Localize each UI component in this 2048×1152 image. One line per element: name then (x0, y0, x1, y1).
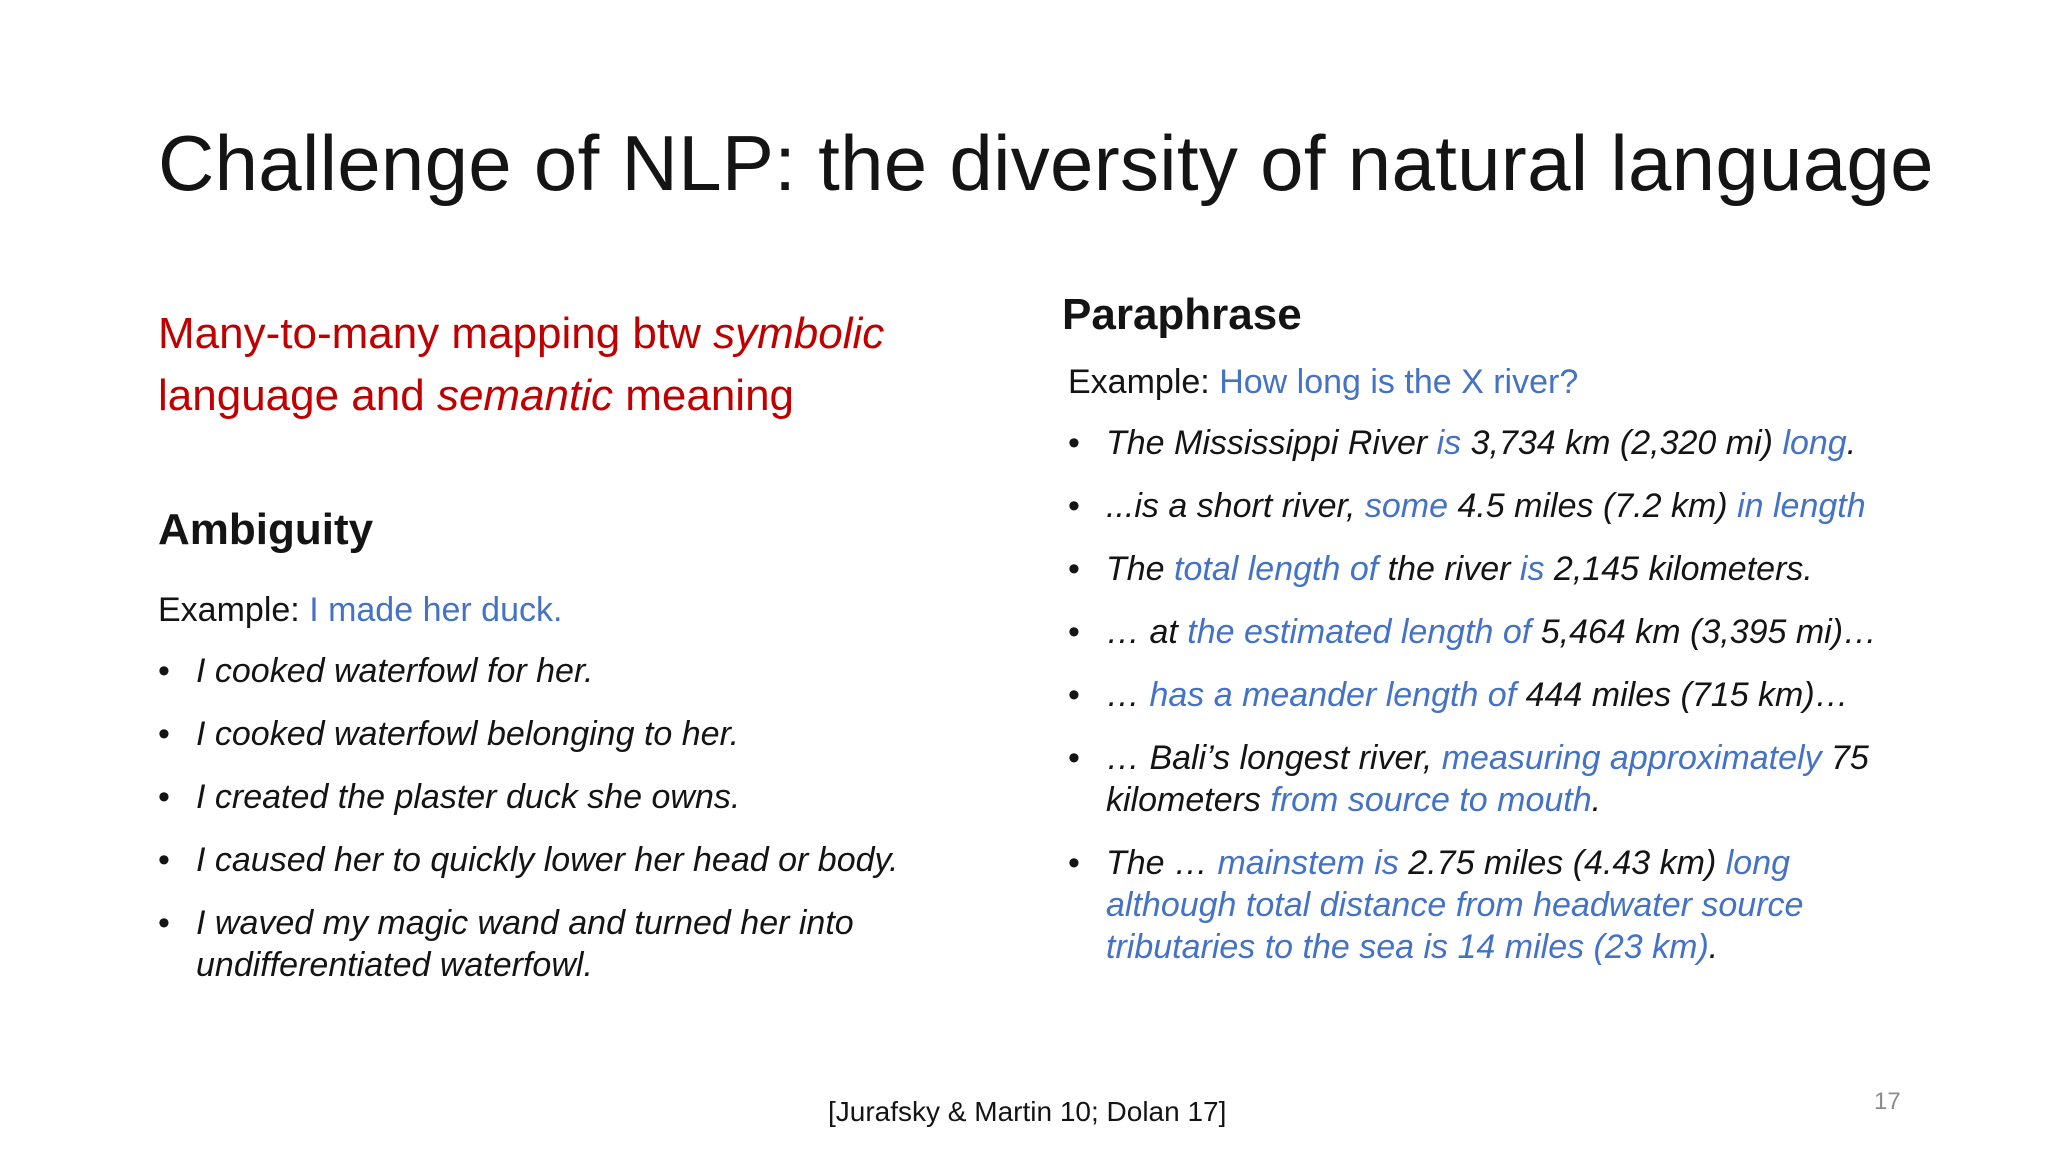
intro-em-symbolic: symbolic (713, 309, 885, 358)
bullet-highlight: measuring approximately (1441, 739, 1822, 777)
example-label: Example: (1068, 363, 1220, 401)
bullet-glyph: • (158, 715, 170, 753)
bullet-text: 2.75 miles (4.43 km) (1398, 844, 1726, 882)
bullet-highlight: total length of (1174, 550, 1379, 588)
example-label: Example: (158, 591, 310, 629)
bullet-text: The … (1106, 844, 1218, 882)
bullet-glyph: • (1068, 613, 1080, 651)
bullet-text-continued: undifferentiated waterfowl. (196, 946, 593, 984)
bullet-highlight: in length (1737, 487, 1866, 525)
page-number: 17 (1874, 1088, 1901, 1115)
bullet-glyph: • (158, 841, 170, 879)
bullet-glyph: • (158, 652, 170, 690)
bullet-glyph: • (1068, 739, 1080, 777)
bullet-text: … (1106, 676, 1150, 714)
bullet-text: 2,145 kilometers. (1544, 550, 1813, 588)
citation: [Jurafsky & Martin 10; Dolan 17] (828, 1096, 1227, 1127)
intro-statement (158, 303, 884, 427)
bullet-text: I waved my magic wand and turned her into (196, 904, 854, 942)
list-item (1068, 422, 1877, 464)
bullet-glyph: • (1068, 844, 1080, 882)
bullet-glyph: • (158, 904, 170, 942)
bullet-glyph: • (158, 778, 170, 816)
paraphrase-bullet-list (1068, 422, 1877, 989)
bullet-text: … Bali’s longest river, (1106, 739, 1442, 777)
bullet-text: … at (1106, 613, 1188, 651)
list-item (158, 902, 898, 986)
bullet-highlight: although total distance from headwater source (1106, 886, 1804, 924)
intro-text-1: Many-to-many mapping btw (158, 309, 714, 358)
bullet-highlight: mainstem is (1217, 844, 1399, 882)
bullet-text: 5,464 km (3,395 mi)… (1531, 613, 1878, 651)
bullet-text: I cooked waterfowl belonging to her. (196, 715, 740, 753)
intro-text-2: language and (158, 371, 437, 420)
list-item (158, 650, 898, 692)
bullet-highlight: the estimated length of (1187, 613, 1532, 651)
bullet-text: . (1846, 424, 1857, 462)
list-item (1068, 485, 1877, 527)
example-question: How long is the X river? (1219, 363, 1579, 401)
bullet-highlight: long (1725, 844, 1791, 882)
bullet-highlight: tributaries to the sea is 14 miles (23 km) (1106, 928, 1709, 966)
bullet-text: I cooked waterfowl for her. (196, 652, 594, 690)
bullet-highlight: from source to mouth (1270, 781, 1592, 819)
bullet-highlight: long (1782, 424, 1847, 462)
ambiguity-heading: Ambiguity (158, 505, 374, 554)
bullet-text: kilometers (1106, 781, 1271, 819)
bullet-highlight: has a meander length of (1149, 676, 1517, 714)
bullet-text: . (1708, 928, 1719, 966)
bullet-text: 3,734 km (2,320 mi) (1461, 424, 1783, 462)
bullet-text: The (1106, 550, 1175, 588)
list-item (1068, 611, 1877, 653)
bullet-glyph: • (1068, 676, 1080, 714)
list-item (1068, 842, 1877, 968)
intro-em-semantic: semantic (436, 371, 614, 420)
bullet-highlight: is (1436, 424, 1462, 462)
bullet-text: the river (1378, 550, 1520, 588)
bullet-glyph: • (1068, 424, 1080, 462)
list-item (158, 839, 898, 881)
list-item (158, 776, 898, 818)
list-item (1068, 737, 1877, 821)
list-item (1068, 548, 1877, 590)
bullet-text: I caused her to quickly lower her head or body. (196, 841, 899, 879)
bullet-text: 4.5 miles (7.2 km) (1448, 487, 1738, 525)
bullet-text: 75 (1821, 739, 1869, 777)
example-sentence: I made her duck. (309, 591, 563, 629)
ambiguity-bullet-list (158, 650, 898, 1007)
list-item (158, 713, 898, 755)
paraphrase-heading: Paraphrase (1062, 290, 1302, 339)
ambiguity-example (158, 590, 562, 630)
paraphrase-example (1068, 362, 1578, 402)
bullet-text: 444 miles (715 km)… (1516, 676, 1849, 714)
bullet-text: ...is a short river, (1106, 487, 1365, 525)
intro-text-3: meaning (613, 371, 795, 420)
slide-title: Challenge of NLP: the diversity of natural language (158, 119, 1934, 207)
bullet-text: The Mississippi River (1106, 424, 1437, 462)
list-item (1068, 674, 1877, 716)
bullet-highlight: is (1519, 550, 1545, 588)
bullet-highlight: some (1364, 487, 1448, 525)
bullet-text: I created the plaster duck she owns. (196, 778, 741, 816)
bullet-text: . (1591, 781, 1602, 819)
bullet-glyph: • (1068, 550, 1080, 588)
bullet-glyph: • (1068, 487, 1080, 525)
